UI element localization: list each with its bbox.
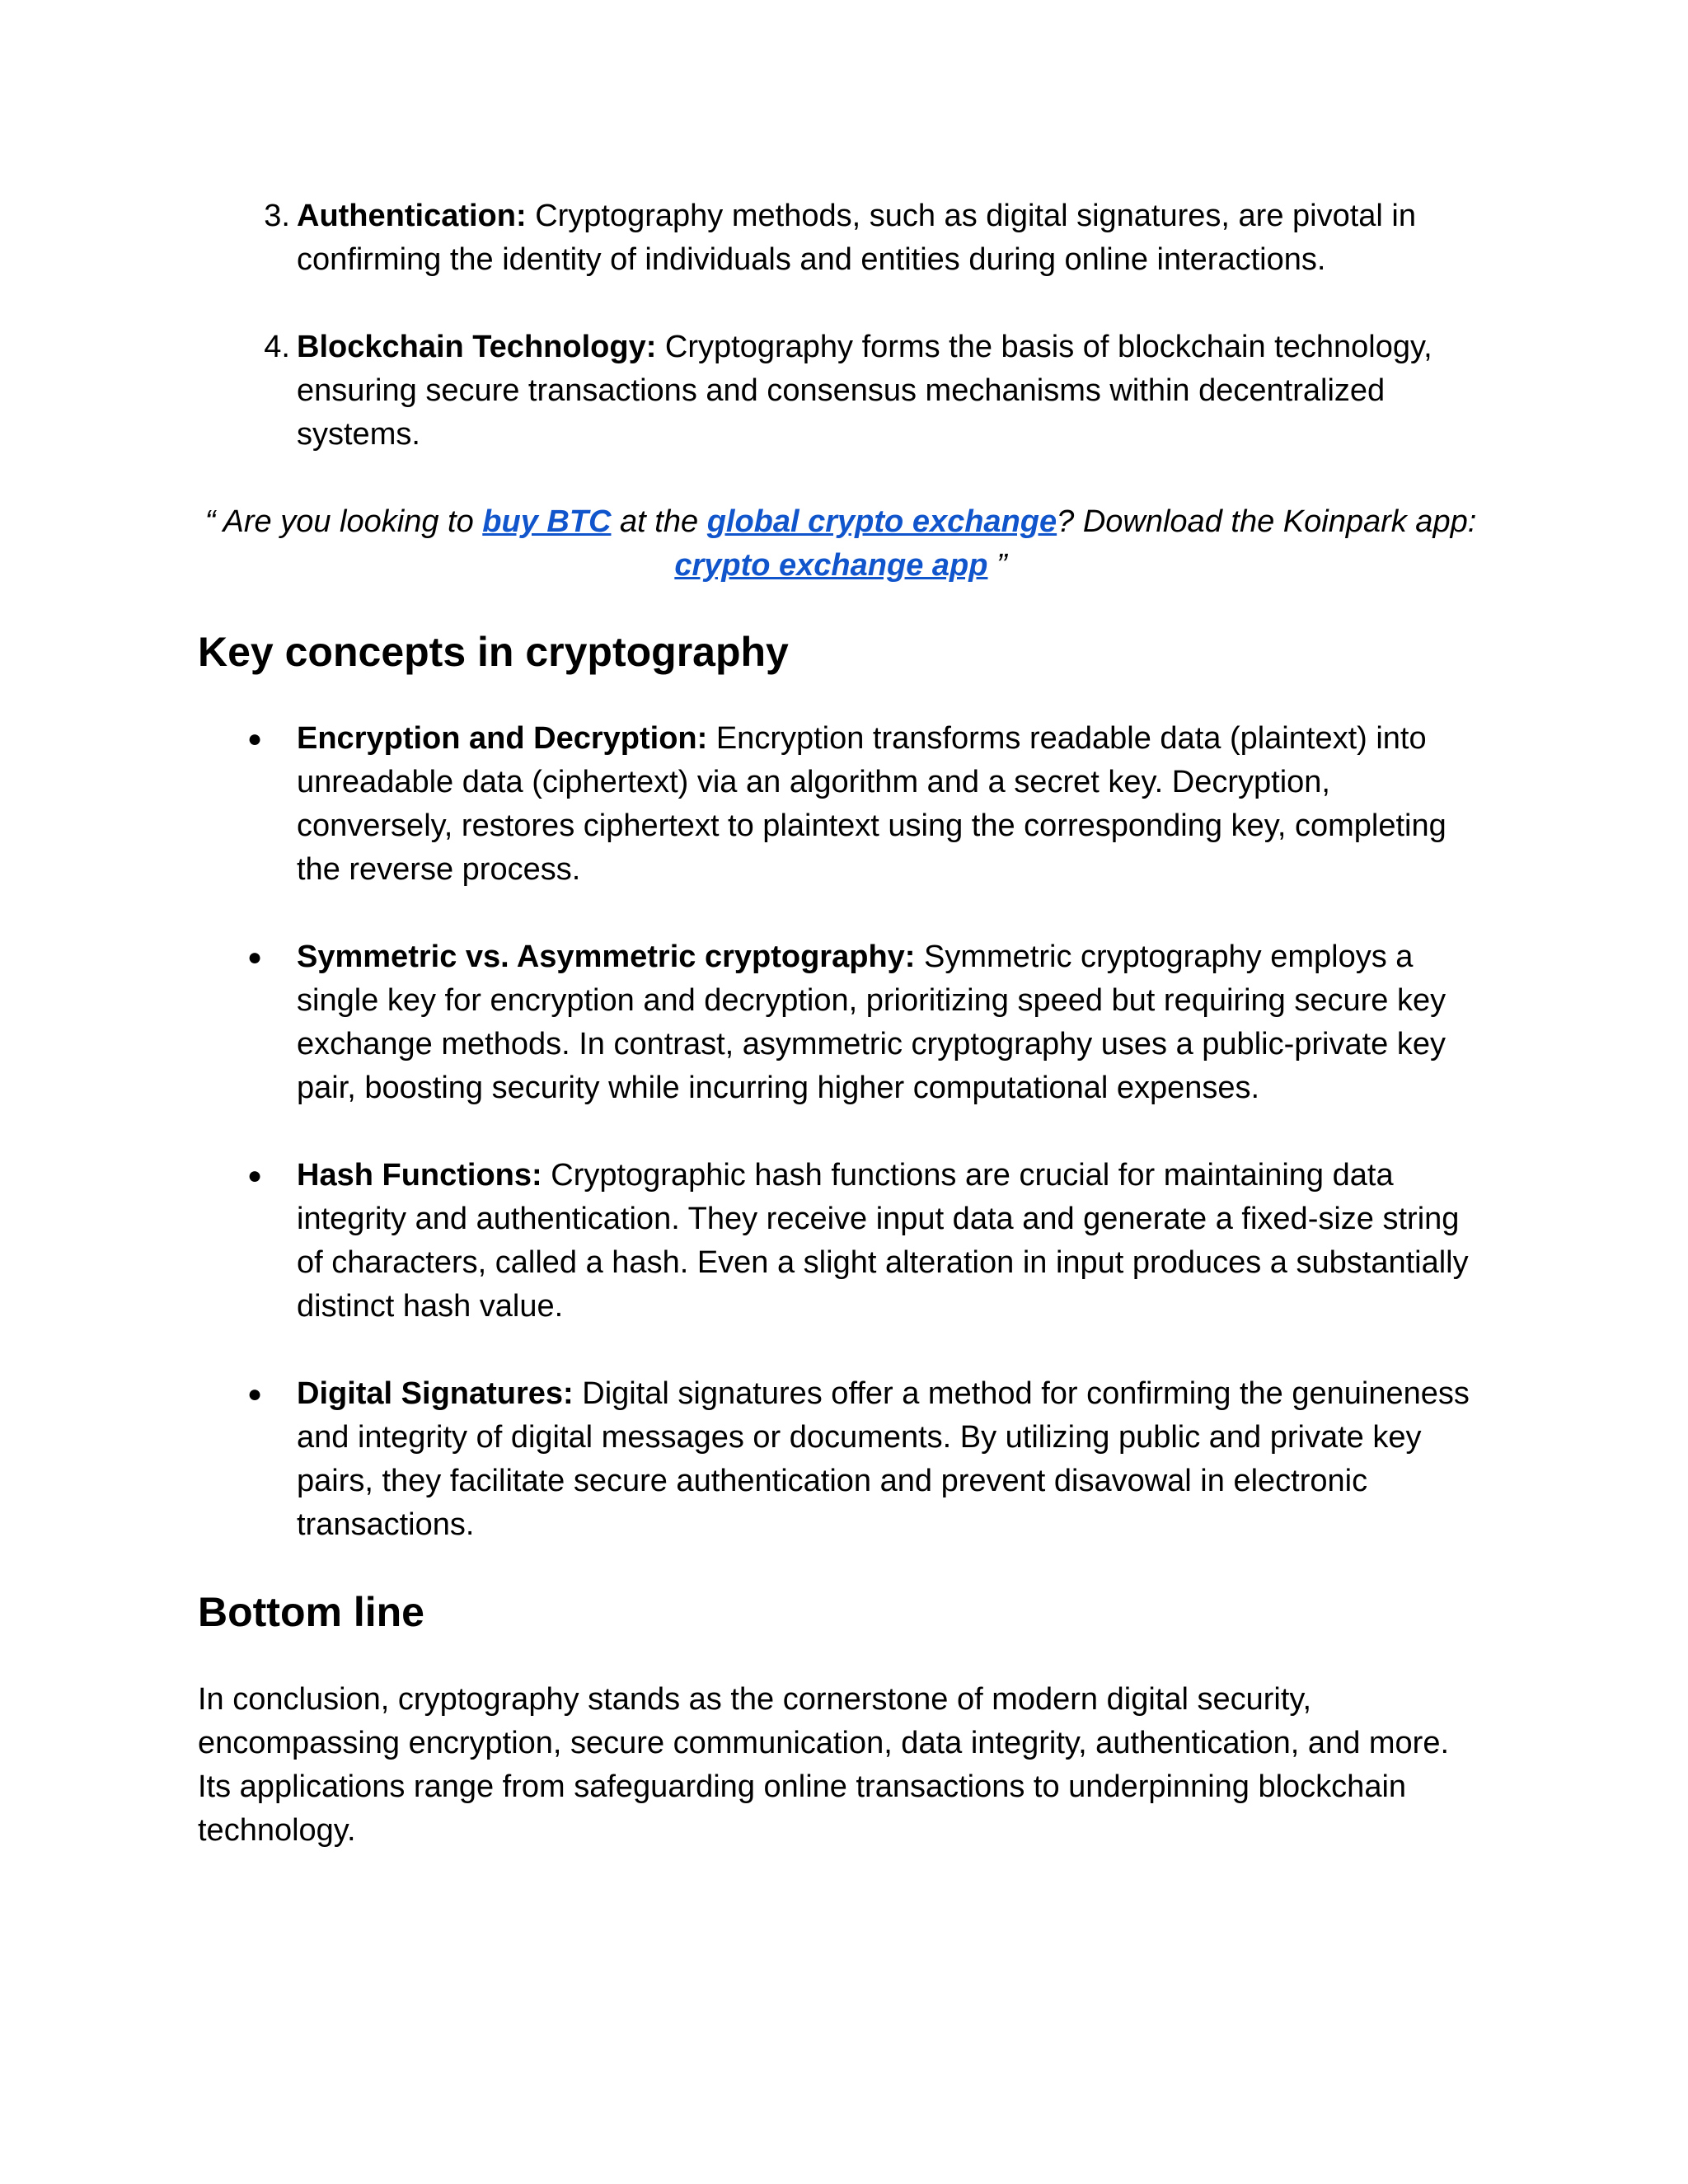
quote-text-mid1: at the [611, 504, 707, 539]
description-encryption-decryption: Encryption transforms readable data (plaintext) into unreadable data (ciphertext) via an algorithm and a secret key. Decryption, conversely, restores ciphertext to plaintext using the corresponding key, completing the reverse process. [297, 721, 1447, 887]
quote-text-open: “ Are you looking to [204, 504, 483, 539]
quote-text-close: ” [987, 548, 1007, 583]
term-blockchain-technology: Blockchain Technology: [297, 330, 657, 364]
buy-btc-link[interactable]: buy BTC [482, 504, 612, 539]
conclusion-paragraph: In conclusion, cryptography stands as the cornerstone of modern digital security, encompassing encryption, secure communication, data integrity, authentication, and more. Its applications range from safeguarding online transactions to underpinning blockchain technology. [198, 1682, 1450, 1848]
list-item-symmetric-asymmetric [198, 935, 1484, 1110]
key-concepts-list [198, 717, 1484, 1547]
description-blockchain-technology: Cryptography forms the basis of blockchain technology, ensuring secure transactions and consensus mechanisms within decentralized systems. [297, 330, 1432, 452]
crypto-exchange-app-link[interactable]: crypto exchange app [674, 548, 988, 583]
promo-quote [198, 500, 1484, 588]
term-encryption-decryption: Encryption and Decryption: [297, 721, 708, 756]
list-number: 4. [264, 330, 290, 364]
heading-bottom-line: Bottom line [198, 1589, 424, 1635]
description-digital-signatures: Digital signatures offer a method for confirming the genuineness and integrity of digital messages or documents. By utilizing public and private key pairs, they facilitate secure authentication and prevent disavowal in electronic transactions. [297, 1376, 1470, 1542]
description-symmetric-asymmetric: Symmetric cryptography employs a single key for encryption and decryption, prioritizing speed but requiring secure key exchange methods. In contrast, asymmetric cryptography uses a public-private key pair, boosting security while incurring higher computational expenses. [297, 940, 1447, 1105]
term-digital-signatures: Digital Signatures: [297, 1376, 574, 1411]
bullet-icon: ● [247, 1162, 263, 1189]
description-hash-functions: Cryptographic hash functions are crucial for maintaining data integrity and authentication. They receive input data and generate a fixed-size string of characters, called a hash. Even a slight alteration in input produces a substantially distinct hash value. [297, 1158, 1469, 1324]
list-number: 3. [264, 199, 290, 233]
global-crypto-exchange-link[interactable]: global crypto exchange [706, 504, 1057, 539]
term-authentication: Authentication: [297, 199, 527, 233]
numbered-list [198, 194, 1484, 457]
list-item-authentication [198, 194, 1484, 282]
heading-key-concepts: Key concepts in cryptography [198, 629, 789, 675]
term-hash-functions: Hash Functions: [297, 1158, 542, 1193]
bullet-icon: ● [247, 1380, 263, 1408]
document-page [198, 194, 1484, 1853]
list-item-encryption-decryption [198, 717, 1484, 892]
quote-text-mid2: ? Download the Koinpark app: [1057, 504, 1477, 539]
term-symmetric-asymmetric: Symmetric vs. Asymmetric cryptography: [297, 940, 916, 974]
list-item-hash-functions [198, 1154, 1484, 1329]
bullet-icon: ● [247, 944, 263, 971]
list-item-digital-signatures [198, 1372, 1484, 1547]
list-item-blockchain-technology [198, 326, 1484, 457]
description-authentication: Cryptography methods, such as digital signatures, are pivotal in confirming the identity of individuals and entities during online interactions. [297, 199, 1416, 277]
bullet-icon: ● [247, 725, 263, 752]
